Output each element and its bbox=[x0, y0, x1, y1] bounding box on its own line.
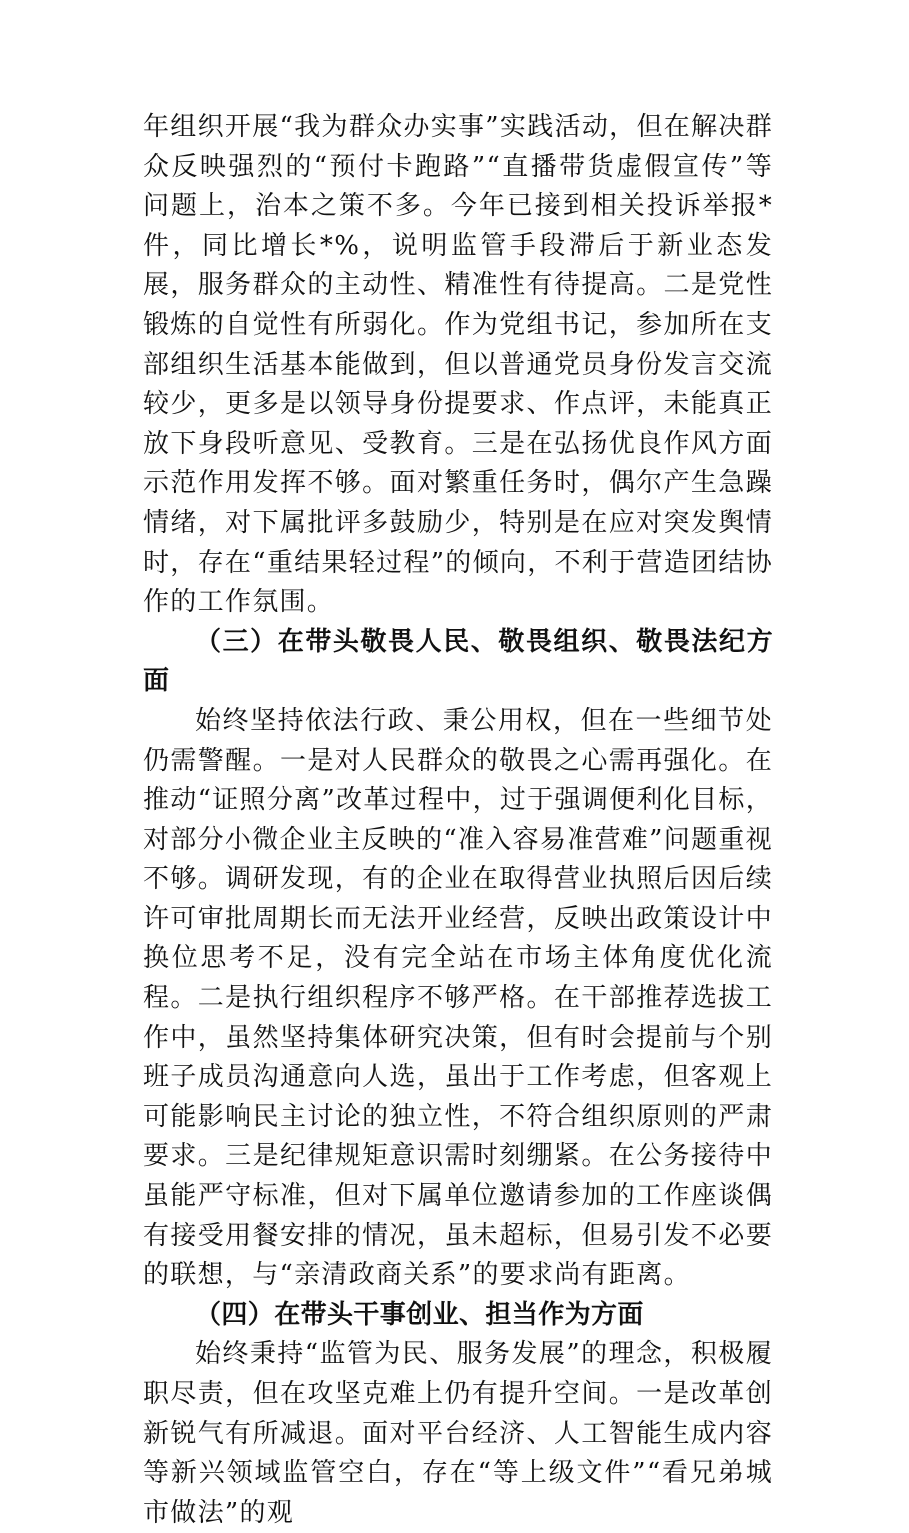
paragraph-section-4: 始终秉持“监管为民、服务发展”的理念，积极履职尽责，但在攻坚克难上仍有提升空间。一是改革创新锐气有所减退。面对平台经济、人工智能生成内容等新兴领域监管空白，存在“等上级文件”“看兄弟城市做法”的观 bbox=[143, 1339, 773, 1528]
paragraph-section-3: 始终坚持依法行政、秉公用权，但在一些细节处仍需警醒。一是对人民群众的敬畏之心需再强化。在推动“证照分离”改革过程中，过于强调便利化目标，对部分小微企业主反映的“准入容易准营难”问题重视不够。调研发现，有的企业在取得营业执照后因后续许可审批周期长而无法开业经营，反映出政策设计中换位思考不足，没有完全站在市场主体角度优化流程。二是执行组织程序不够严格。在干部推荐选拔工作中，虽然坚持集体研究决策，但有时会提前与个别班子成员沟通意向人选，虽出于工作考虑，但客观上可能影响民主讨论的独立性，不符合组织原则的严肃要求。三是纪律规矩意识需时刻绷紧。在公务接待中虽能严守标准，但对下属单位邀请参加的工作座谈偶有接受用餐安排的情况，虽未超标，但易引发不必要的联想，与“亲清政商关系”的要求尚有距离。 bbox=[143, 705, 773, 1291]
document-body bbox=[143, 108, 773, 1533]
section-heading-3: （三）在带头敬畏人民、敬畏组织、敬畏法纪方面 bbox=[143, 626, 773, 697]
section-heading-4: （四）在带头干事创业、担当作为方面 bbox=[195, 1299, 644, 1330]
paragraph-continuation: 年组织开展“我为群众办实事”实践活动，但在解决群众反映强烈的“预付卡跑路”“直播带货虚假宣传”等问题上，治本之策不多。今年已接到相关投诉举报*件，同比增长*%，说明监管手段滞后于新业态发展，服务群众的主动性、精准性有待提高。二是党性锻炼的自觉性有所弱化。作为党组书记，参加所在支部组织生活基本能做到，但以普通党员身份发言交流较少，更多是以领导身份提要求、作点评，未能真正放下身段听意见、受教育。三是在弘扬优良作风方面示范作用发挥不够。面对繁重任务时，偶尔产生急躁情绪，对下属批评多鼓励少，特别是在应对突发舆情时，存在“重结果轻过程”的倾向，不利于营造团结协作的工作氛围。 bbox=[143, 112, 773, 618]
